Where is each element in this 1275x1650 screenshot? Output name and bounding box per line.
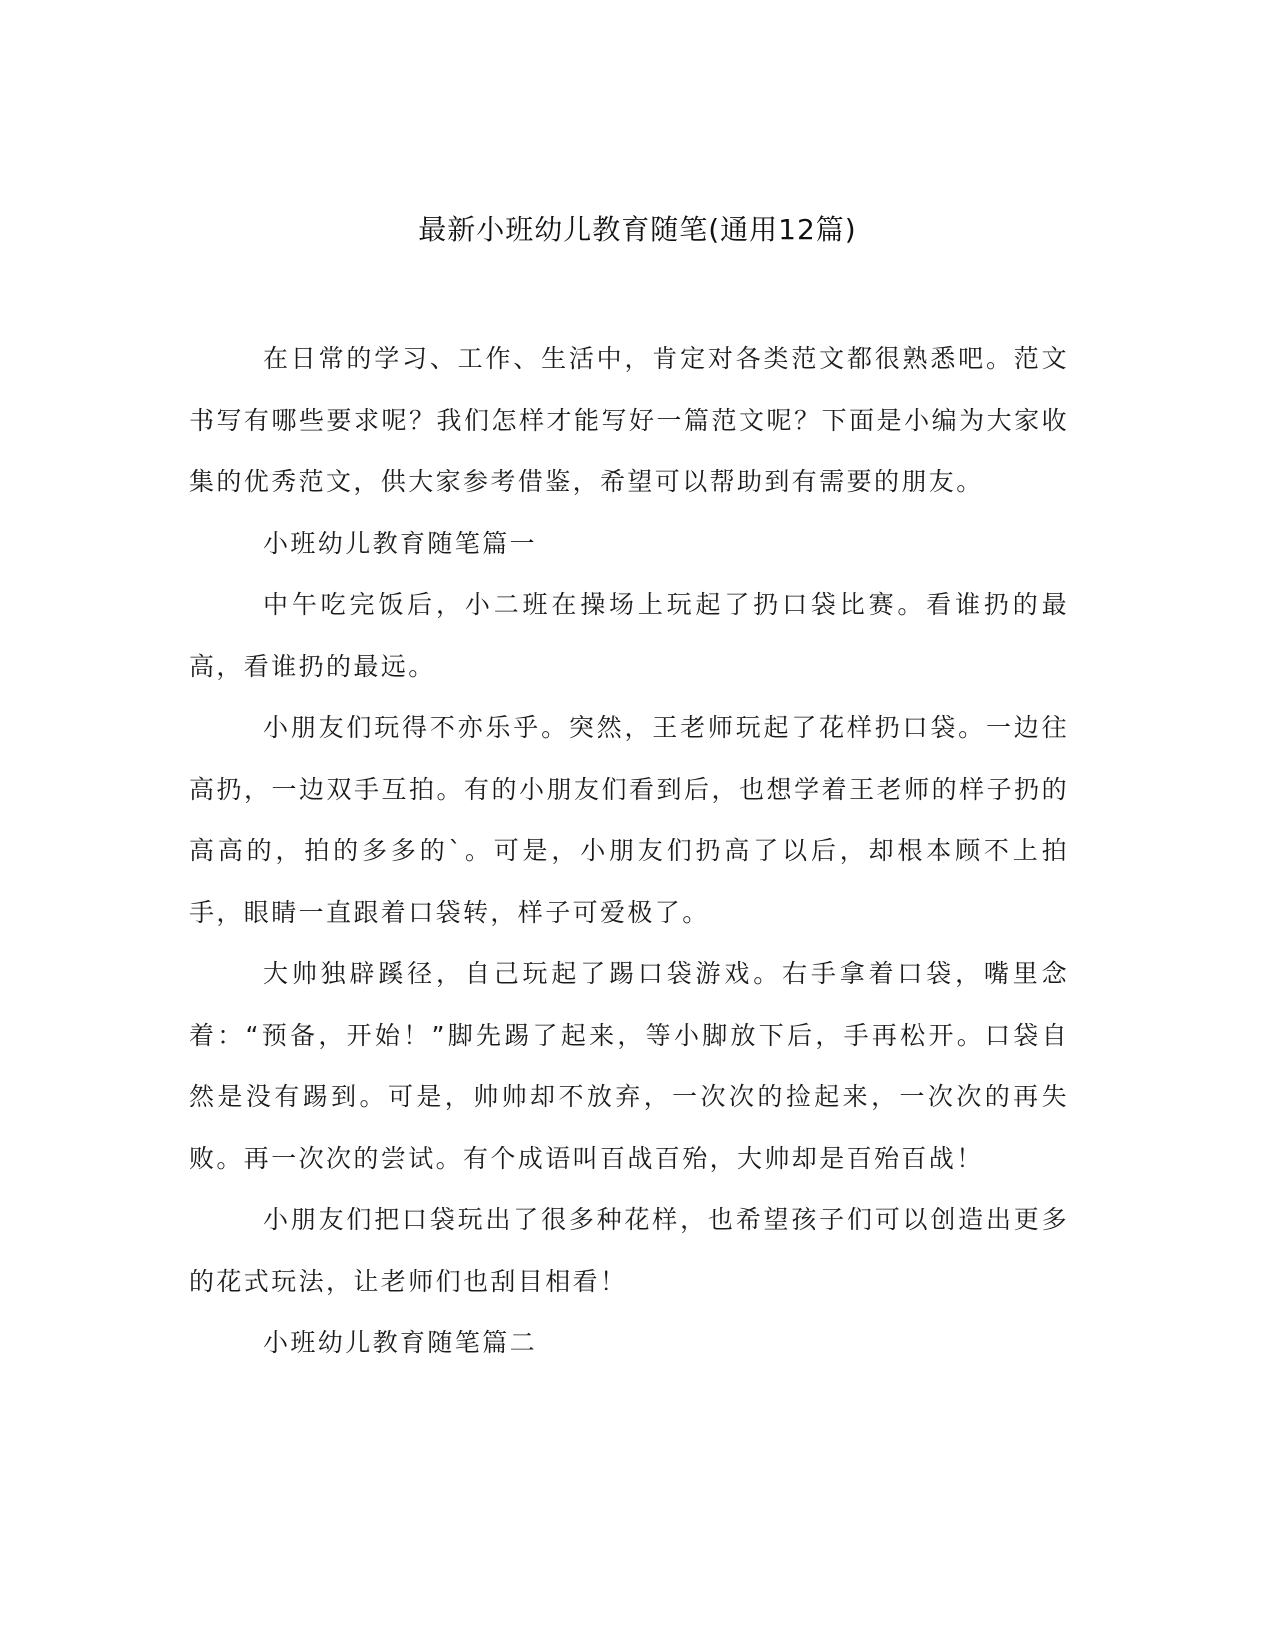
document-body bbox=[189, 328, 1069, 1374]
section-heading-2: 小班幼儿教育随笔篇二 bbox=[263, 1328, 538, 1357]
body-paragraph: 大帅独辟蹊径，自己玩起了踢口袋游戏。右手拿着口袋，嘴里念着：“预备，开始！”脚先踢了起来，等小脚放下后，手再松开。口袋自然是没有踢到。可是，帅帅却不放弃，一次次的捡起来，一次次的再失败。再一次次的尝试。有个成语叫百战百殆，大帅却是百殆百战！ bbox=[189, 959, 1069, 1173]
body-paragraph: 小朋友们玩得不亦乐乎。突然，王老师玩起了花样扔口袋。一边往高扔，一边双手互拍。有的小朋友们看到后，也想学着王老师的样子扔的高高的，拍的多多的`。可是，小朋友们扔高了以后，却根本顾不上拍手，眼睛一直跟着口袋转，样子可爱极了。 bbox=[189, 713, 1069, 927]
body-paragraph: 中午吃完饭后，小二班在操场上玩起了扔口袋比赛。看谁扔的最高，看谁扔的最远。 bbox=[189, 590, 1069, 681]
intro-paragraph: 在日常的学习、工作、生活中，肯定对各类范文都很熟悉吧。范文书写有哪些要求呢？我们怎样才能写好一篇范文呢？下面是小编为大家收集的优秀范文，供大家参考借鉴，希望可以帮助到有需要的朋友。 bbox=[189, 344, 1069, 496]
document-title: 最新小班幼儿教育随笔(通用12篇) bbox=[418, 213, 857, 246]
section-heading-1: 小班幼儿教育随笔篇一 bbox=[263, 528, 538, 558]
body-paragraph: 小朋友们把口袋玩出了很多种花样，也希望孩子们可以创造出更多的花式玩法，让老师们也刮目相看！ bbox=[189, 1205, 1069, 1296]
